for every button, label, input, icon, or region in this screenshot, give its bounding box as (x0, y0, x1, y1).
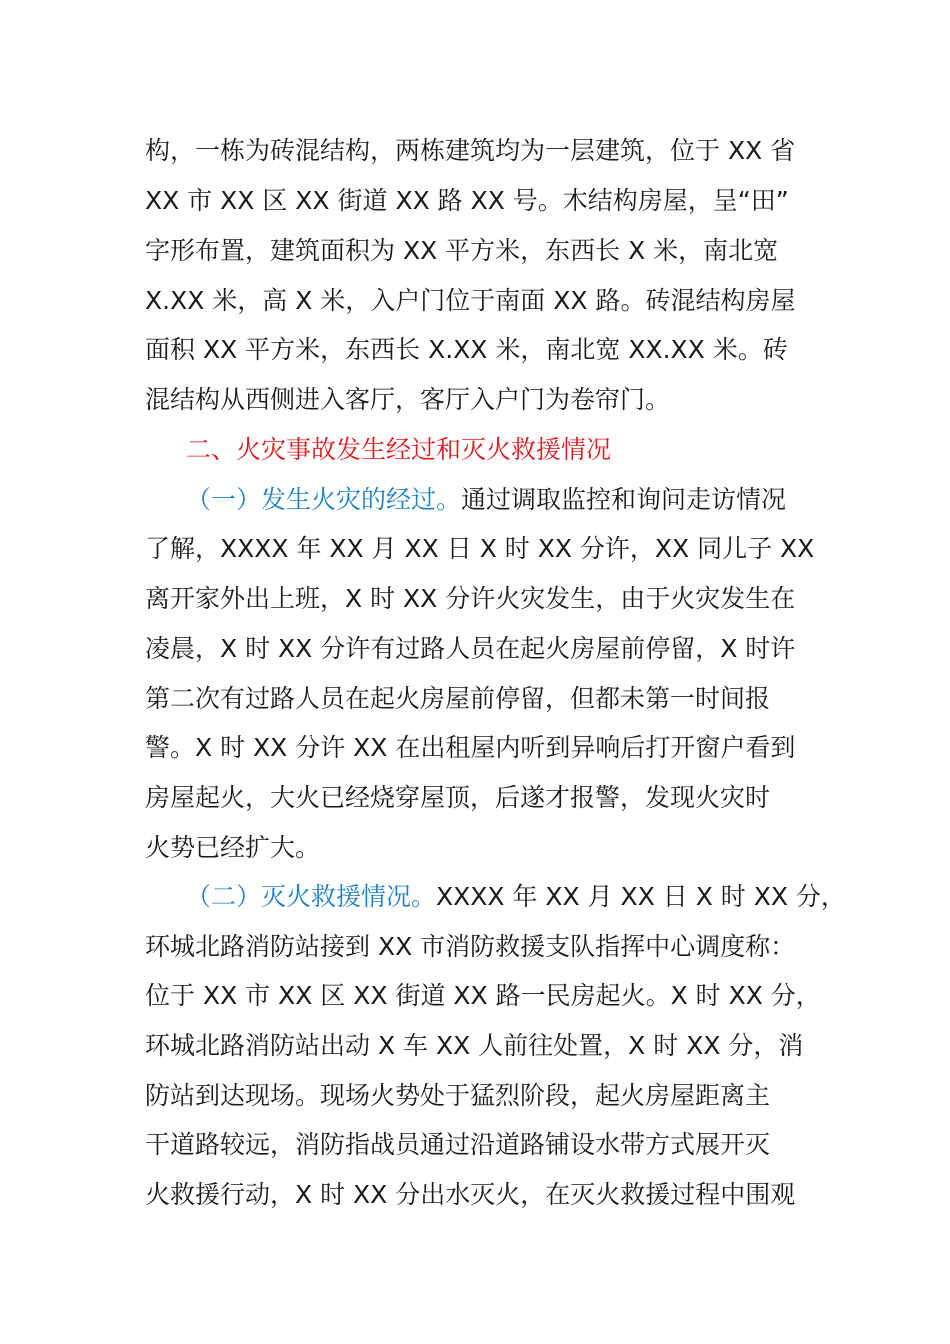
paragraph-line: 了解，XXXX 年 XX 月 XX 日 X 时 XX 分许，XX 同儿子 XX (145, 534, 815, 563)
paragraph-line: 混结构从西侧进入客厅，客厅入户门为卷帘门。 (145, 385, 671, 414)
subsection-heading: （一）发生火灾的经过。 (186, 485, 462, 514)
paragraph-line: 火救援行动，X 时 XX 分出水灭火，在灭火救援过程中围观 (145, 1180, 796, 1209)
paragraph-line: XX 市 XX 区 XX 街道 XX 路 XX 号。木结构房屋，呈“田” (145, 186, 789, 215)
paragraph-line: 面积 XX 平方米，东西长 X.XX 米，南北宽 XX.XX 米。砖 (145, 335, 788, 364)
paragraph-line: 房屋起火，大火已经烧穿屋顶，后遂才报警，发现火灾时 (145, 783, 771, 812)
paragraph-line: 警。X 时 XX 分许 XX 在出租屋内听到异响后打开窗户看到 (145, 733, 796, 762)
paragraph-line: 环城北路消防站接到 XX 市消防救援支队指挥中心调度称： (145, 932, 796, 961)
paragraph-line: 火势已经扩大。 (145, 833, 321, 862)
paragraph-line: 凌晨，X 时 XX 分许有过路人员在起火房屋前停留，X 时许 (145, 634, 796, 663)
paragraph-line: X.XX 米，高 X 米，入户门位于南面 XX 路。砖混结构房屋 (145, 286, 796, 315)
paragraph-line: 第二次有过路人员在起火房屋前停留，但都未第一时间报 (145, 684, 771, 713)
paragraph-line: 干道路较远，消防指战员通过沿道路铺设水带方式展开灭 (145, 1130, 771, 1159)
subsection-heading: （二）灭火救援情况。 (186, 882, 437, 911)
paragraph-line: 防站到达现场。现场火势处于猛烈阶段，起火房屋距离主 (145, 1081, 771, 1110)
paragraph-line: 位于 XX 市 XX 区 XX 街道 XX 路一民房起火。X 时 XX 分， (145, 981, 821, 1010)
subsection-first-line (186, 877, 846, 917)
subsection-first-line (186, 480, 786, 520)
section-heading: 二、火灾事故发生经过和灭火救援情况 (186, 435, 612, 464)
paragraph-line: 离开家外出上班，X 时 XX 分许火灾发生，由于火灾发生在 (145, 584, 796, 613)
paragraph-line: 构，一栋为砖混结构，两栋建筑均为一层建筑，位于 XX 省 (145, 136, 796, 165)
paragraph-text: XXXX 年 XX 月 XX 日 X 时 XX 分， (436, 882, 846, 911)
paragraph-line: 环城北路消防站出动 X 车 XX 人前往处置，X 时 XX 分，消 (145, 1031, 804, 1060)
paragraph-text: 通过调取监控和询问走访情况 (461, 485, 787, 514)
paragraph-line: 字形布置，建筑面积为 XX 平方米，东西长 X 米，南北宽 (145, 236, 779, 265)
